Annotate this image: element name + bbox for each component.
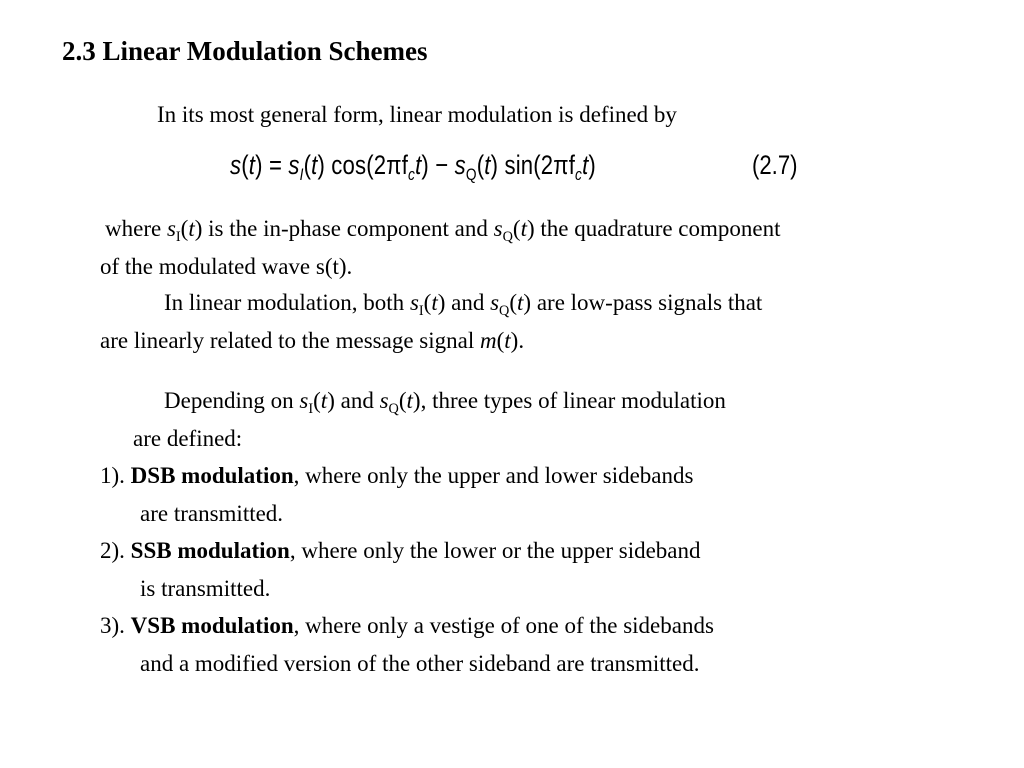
equation-number: (2.7)	[752, 150, 798, 180]
section-title: 2.3 Linear Modulation Schemes	[62, 36, 428, 66]
where-line-1: where $s_I(t)$ is the in-phase component and $s_Q(t)$ the quadrature component	[105, 216, 781, 245]
equation: $s(t) = s_I(t) \cos(2\pi f_ct) - s_Q(t)$ $\sin(2\pi f_ct)$	[230, 150, 596, 184]
depending-line-1: Depending on $s_I(t)$ and $s_Q(t)$, three types of linear modulation	[164, 388, 726, 417]
depending-line-2: are defined:	[133, 426, 243, 451]
list-item-continuation: is transmitted.	[140, 576, 271, 601]
list-item: 2). SSB modulation, where only the lower or the upper sideband	[100, 538, 701, 563]
list-item: 3). VSB modulation, where only a vestige of one of the sidebands	[100, 613, 714, 638]
linear-line-2: are linearly related to the message signal m(t).	[100, 328, 525, 353]
list-item-continuation: are transmitted.	[140, 501, 284, 526]
linear-line-1: In linear modulation, both $s_I(t)$ and $s_Q(t)$ are low-pass signals that	[164, 290, 763, 319]
list-item-continuation: and a modified version of the other sideband are transmitted.	[140, 651, 700, 676]
intro-text: In its most general form, linear modulation is defined by	[157, 102, 677, 127]
list-item: 1). DSB modulation, where only the upper and lower sidebands	[100, 463, 694, 488]
where-line-2: of the modulated wave s(t).	[100, 254, 353, 279]
